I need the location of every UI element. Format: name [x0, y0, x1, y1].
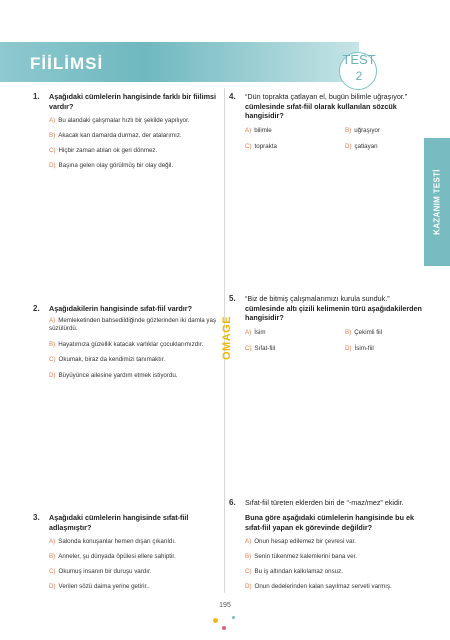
option-text: Verilen sözü daima yerine getirir..: [58, 583, 150, 590]
option-c[interactable]: [245, 143, 277, 151]
option-d[interactable]: [345, 143, 378, 151]
option-text: Okumuş insanın bir duruşu vardır.: [58, 568, 152, 575]
option-c[interactable]: [245, 345, 275, 353]
question-number: 5.: [229, 294, 236, 303]
test-label: TEST: [342, 52, 376, 67]
option-text: Memleketinden bahsedildiğinde gözlerinden iki damla yaş süzülürdü.: [49, 317, 217, 332]
question-4: [229, 92, 421, 182]
option-a[interactable]: [245, 329, 266, 337]
option-text: toprakta: [254, 143, 277, 150]
option-b[interactable]: [49, 341, 203, 349]
question-intro: Sıfat-fiil türeten eklerden biri de “-maz/mez” ekidir.: [245, 498, 404, 507]
question-stem: cümlesinde altı çizili kelimenin türü aşağıdakilerden hangisidir?: [245, 303, 422, 323]
option-text: Anneler, şu dünyada öpülesi ellere sahiptir.: [58, 553, 176, 560]
decorative-dot: [232, 616, 235, 619]
question-number: 1.: [33, 92, 40, 101]
option-a[interactable]: [245, 127, 272, 135]
option-d[interactable]: [49, 162, 173, 170]
page-title: FİİLİMSİ: [30, 54, 104, 73]
question-6: [229, 498, 421, 593]
option-d[interactable]: [49, 583, 150, 591]
option-text: Bu alandaki çalışmalar hızlı bir şekilde yapılıyor.: [58, 117, 190, 124]
decorative-dot: [213, 618, 218, 623]
option-text: Onun hesap edilemez bir çevresi var.: [254, 538, 356, 545]
option-b[interactable]: [345, 127, 380, 135]
option-letter: A): [49, 317, 56, 324]
option-letter: B): [345, 329, 352, 336]
option-letter: A): [245, 329, 252, 336]
option-letter: C): [245, 568, 252, 575]
option-text: Hayatımıza güzellik katacak varlıklar çocuklarımızdır.: [58, 341, 204, 348]
option-b[interactable]: [245, 553, 357, 561]
question-number: 6.: [229, 498, 236, 507]
option-letter: B): [345, 127, 352, 134]
option-letter: D): [345, 345, 352, 352]
option-letter: A): [49, 538, 56, 545]
question-stem: Aşağıdaki cümlelerin hangisinde farklı bir fiilimsi vardır?: [49, 92, 216, 111]
question-stem: Buna göre aşağıdaki cümlelerin hangisinde bu ek sıfat-fiil yapan ek görevinde değildir?: [245, 513, 414, 532]
option-text: Bu iş altından kalkılamaz onsuz.: [254, 568, 343, 575]
option-letter: C): [245, 345, 252, 352]
option-letter: C): [49, 356, 56, 363]
option-text: Salonda konuşanlar hemen dışarı çıkarıldı.: [58, 538, 176, 545]
question-quote: “Biz de bitmiş çalışmalarımızı kurula sunduk.”: [245, 294, 390, 303]
option-text: çatlayan: [354, 143, 378, 150]
option-text: İsim: [254, 329, 266, 336]
option-letter: B): [49, 341, 56, 348]
side-tab: [424, 138, 450, 266]
option-text: Senin tükenmez kalemlerini bana ver.: [254, 553, 358, 560]
option-b[interactable]: [345, 329, 382, 337]
option-a[interactable]: [49, 117, 190, 125]
option-text: Büyüyünce ailesine yardım etmek istiyordu.: [58, 372, 178, 379]
option-b[interactable]: [49, 132, 182, 140]
option-c[interactable]: [49, 147, 157, 155]
option-text: Akacak kan damarda durmaz, der atalarımız.: [58, 132, 182, 139]
option-letter: A): [245, 538, 252, 545]
question-3: [33, 513, 218, 593]
option-text: Okumak, biraz da kendimizi tanımaktır.: [58, 356, 166, 363]
option-a[interactable]: [49, 538, 176, 546]
side-tab-label: KAZANIM TESTİ: [432, 169, 442, 235]
decorative-dot: [222, 626, 226, 630]
option-letter: A): [49, 117, 56, 124]
option-letter: D): [345, 143, 352, 150]
option-letter: D): [245, 583, 252, 590]
option-c[interactable]: [49, 568, 151, 576]
question-2: [33, 304, 218, 394]
option-letter: B): [245, 553, 252, 560]
page-number: 195: [219, 602, 231, 609]
option-c[interactable]: [245, 568, 343, 576]
option-letter: B): [49, 553, 56, 560]
question-number: 4.: [229, 92, 236, 101]
option-letter: C): [245, 143, 252, 150]
option-a[interactable]: [49, 317, 217, 333]
option-letter: C): [49, 568, 56, 575]
option-text: bilimle: [254, 127, 272, 134]
option-letter: C): [49, 147, 56, 154]
option-text: Çekimli fiil: [354, 329, 383, 336]
option-letter: A): [245, 127, 252, 134]
question-stem: Aşağıdakilerin hangisinde sıfat-fiil vardır?: [49, 304, 192, 313]
question-5: [229, 294, 421, 374]
question-quote: “Dün toprakta çatlayan el, bugün bilimle uğraşıyor.”: [245, 92, 408, 101]
option-text: Hiçbir zaman atılan ok geri dönmez.: [58, 147, 158, 154]
test-number: 2: [355, 69, 363, 83]
question-number: 3.: [33, 513, 40, 522]
option-text: İsim-fiil: [354, 345, 374, 352]
watermark-text: OMAGE: [221, 315, 233, 361]
option-text: uğraşıyor: [354, 127, 380, 134]
option-text: Sıfat-fiil: [254, 345, 276, 352]
question-number: 2.: [33, 304, 40, 313]
option-d[interactable]: [345, 345, 374, 353]
option-letter: D): [49, 583, 56, 590]
question-stem: Aşağıdaki cümlelerin hangisinde sıfat-fiil adlaşmıştır?: [49, 513, 189, 532]
option-a[interactable]: [245, 538, 356, 546]
option-letter: D): [49, 372, 56, 379]
option-letter: B): [49, 132, 56, 139]
option-c[interactable]: [49, 356, 165, 364]
question-1: [33, 92, 218, 202]
option-d[interactable]: [49, 372, 178, 380]
question-stem: cümlesinde sıfat-fiil olarak kullanılan sözcük hangisidir?: [245, 101, 397, 121]
test-badge: [339, 52, 377, 90]
option-text: Başına gelen olay görülmüş bir olay değil.: [58, 162, 174, 169]
option-text: Onun dedelerinden kalan sayılmaz serveti varmış.: [254, 583, 392, 590]
option-d[interactable]: [245, 583, 392, 591]
option-b[interactable]: [49, 553, 176, 561]
option-letter: D): [49, 162, 56, 169]
